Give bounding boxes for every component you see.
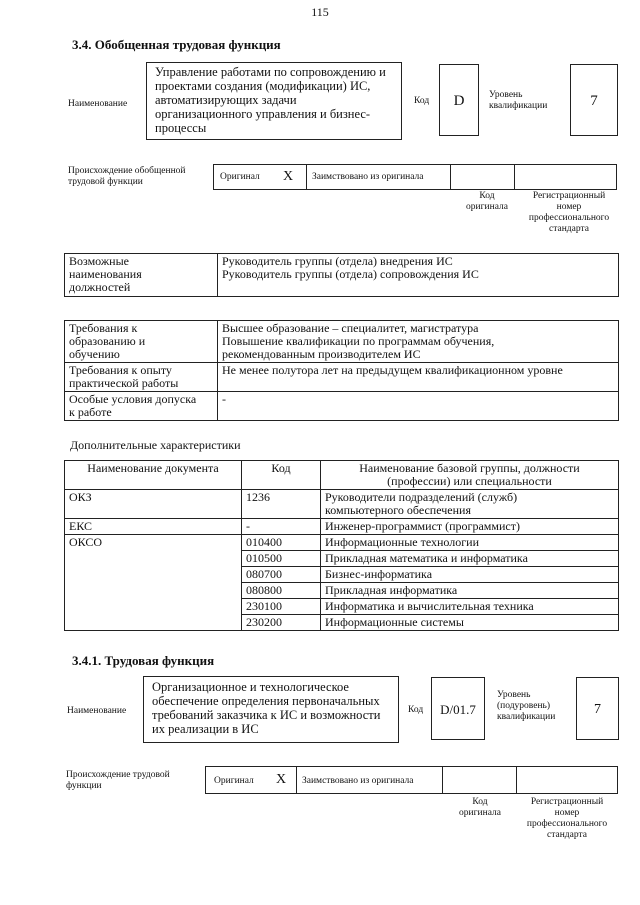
origin2-reg-caption: Регистрационный номер профессионального стандарта [526, 797, 608, 840]
additional-code: 010400 [242, 535, 321, 551]
requirements-value: Высшее образование – специалитет, магистратура Повышение квалификации по программам обучения, рекомендованным производителем ИС [218, 321, 619, 363]
additional-header-code: Код [242, 461, 321, 490]
additional-doc: ОКСО [65, 535, 242, 631]
requirements-label: Требования к опыту практической работы [65, 363, 218, 392]
requirements-value: - [218, 392, 619, 421]
origin2-label: Происхождение трудовой функции [66, 770, 170, 791]
origin2-original-label: Оригинал [214, 776, 254, 786]
requirements-row [65, 321, 619, 363]
gf-level-label: Уровень квалификации [489, 90, 548, 111]
origin1-divider-2 [450, 165, 451, 189]
requirements-table [64, 320, 619, 421]
additional-doc: ЕКС [65, 519, 242, 535]
requirements-label: Требования к образованию и обучению [65, 321, 218, 363]
tf-code-label: Код [408, 705, 424, 715]
origin2-code-caption: Код оригинала [459, 797, 501, 818]
additional-code: 080800 [242, 583, 321, 599]
additional-name: Информационные технологии [321, 535, 619, 551]
additional-header-row [65, 461, 619, 490]
gf-name-value: Управление работами по сопровождению и проектами создания (модификации) ИС, автоматизирующих задачи организационного управления и бизнес- процессы [146, 62, 402, 140]
origin2-table [205, 766, 618, 794]
tf-code-value: D/01.7 [431, 677, 485, 740]
additional-name: Прикладная математика и информатика [321, 551, 619, 567]
origin2-divider-3 [516, 767, 517, 793]
additional-table [64, 460, 619, 631]
origin2-divider-1 [296, 767, 297, 793]
table-row [65, 519, 619, 535]
additional-header-doc: Наименование документа [65, 461, 242, 490]
gf-code-label: Код [414, 96, 430, 106]
gf-level-value: 7 [570, 64, 618, 136]
additional-code: 1236 [242, 490, 321, 519]
origin1-code-caption: Код оригинала [466, 191, 508, 212]
positions-table [64, 253, 619, 297]
additional-code: 010500 [242, 551, 321, 567]
origin1-table [213, 164, 617, 190]
origin1-label: Происхождение обобщенной трудовой функции [68, 166, 186, 187]
additional-code: 080700 [242, 567, 321, 583]
page-number: 115 [311, 5, 329, 19]
additional-title: Дополнительные характеристики [70, 438, 241, 452]
additional-doc: ОКЗ [65, 490, 242, 519]
origin1-reg-caption: Регистрационный номер профессионального стандарта [528, 191, 610, 234]
gf-name-label: Наименование [68, 99, 128, 109]
additional-code: 230100 [242, 599, 321, 615]
origin1-divider-3 [514, 165, 515, 189]
requirements-value: Не менее полутора лет на предыдущем квалификационном уровне [218, 363, 619, 392]
origin2-divider-2 [442, 767, 443, 793]
origin1-original-mark: X [283, 169, 294, 184]
tf-name-value: Организационное и технологическое обеспечение определения первоначальных требований заказчика к ИС и возможности их реализации в ИС [143, 676, 399, 743]
additional-code: 230200 [242, 615, 321, 631]
gf-code-value: D [439, 64, 479, 136]
tf-name-label: Наименование [67, 706, 127, 716]
requirements-row [65, 392, 619, 421]
additional-name: Прикладная информатика [321, 583, 619, 599]
additional-name: Информатика и вычислительная техника [321, 599, 619, 615]
tf-level-value: 7 [576, 677, 619, 740]
table-row [65, 490, 619, 519]
origin2-original-mark: X [276, 772, 287, 787]
origin1-divider-1 [306, 165, 307, 189]
section-title: 3.4. Обобщенная трудовая функция [72, 37, 281, 52]
additional-name: Руководители подразделений (служб) компьютерного обеспечения [321, 490, 619, 519]
subsection-title: 3.4.1. Трудовая функция [72, 653, 215, 668]
additional-header-name: Наименование базовой группы, должности (профессии) или специальности [321, 461, 619, 490]
origin2-borrowed-label: Заимствовано из оригинала [302, 776, 414, 786]
origin1-borrowed-label: Заимствовано из оригинала [312, 172, 424, 182]
additional-name: Информационные системы [321, 615, 619, 631]
tf-level-label: Уровень (подуровень) квалификации [497, 690, 556, 722]
additional-name: Инженер-программист (программист) [321, 519, 619, 535]
origin1-original-label: Оригинал [220, 172, 260, 182]
positions-value: Руководитель группы (отдела) внедрения ИС Руководитель группы (отдела) сопровождения ИС [218, 254, 619, 297]
positions-label: Возможные наименования должностей [65, 254, 218, 297]
requirements-label: Особые условия допуска к работе [65, 392, 218, 421]
additional-name: Бизнес-информатика [321, 567, 619, 583]
requirements-row [65, 363, 619, 392]
additional-code: - [242, 519, 321, 535]
table-row [65, 535, 619, 551]
